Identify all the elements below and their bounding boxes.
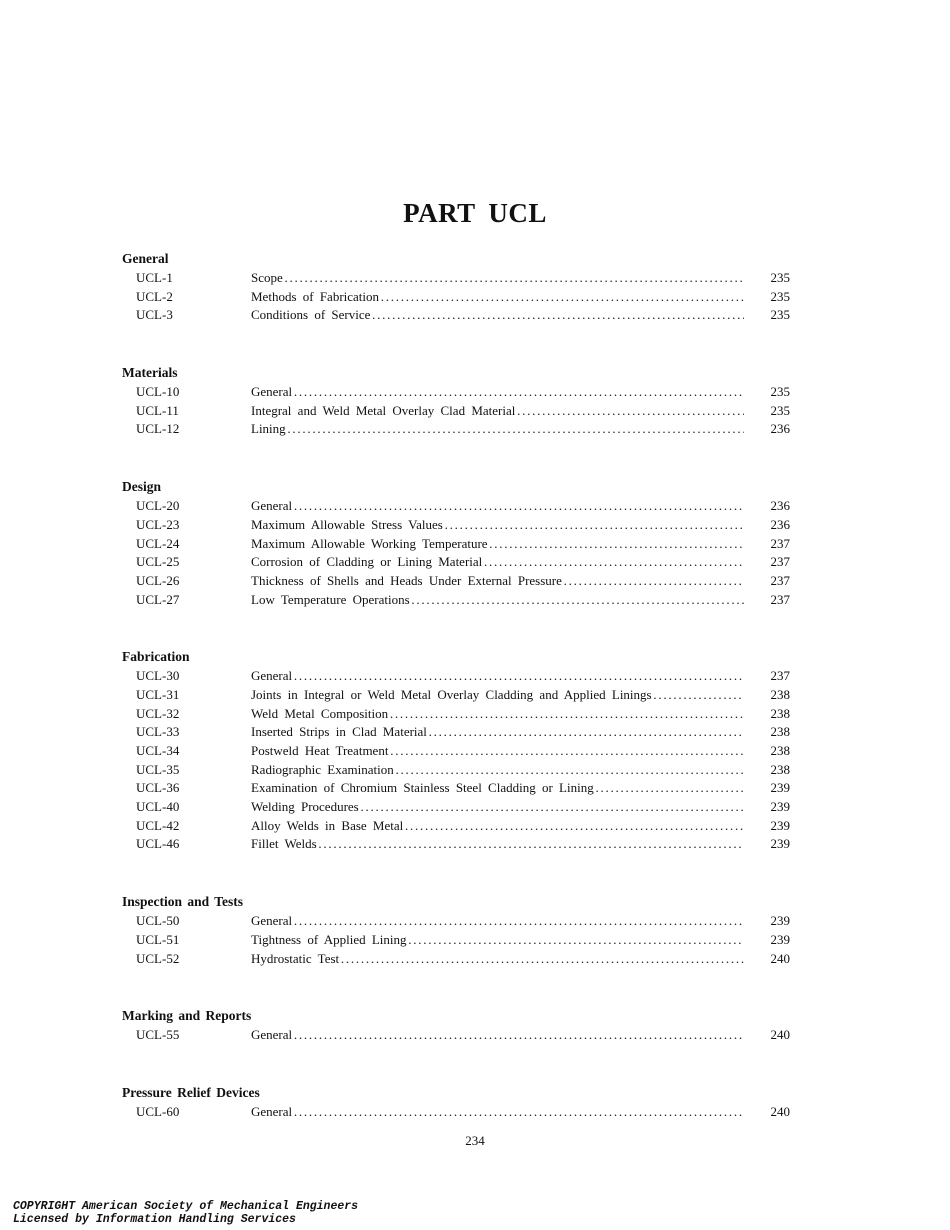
entry-title: General . . . [251,1026,744,1045]
entry-page-number: 237 [770,572,790,588]
entry-page-number: 236 [770,516,790,532]
paragraph-id: UCL-12 [136,421,180,437]
entry-title: Conditions of Service . . . [251,306,744,325]
paragraph-id: UCL-11 [136,402,179,418]
copyright-notice [13,1200,358,1226]
section-heading: Inspection and Tests [122,894,244,910]
entry-title: Alloy Welds in Base Metal . . . [251,817,744,836]
entry-page-number: 235 [770,384,790,400]
toc-entry [122,798,790,817]
paragraph-id: UCL-46 [136,836,180,852]
paragraph-id: UCL-1 [136,270,173,285]
toc-entry [122,402,790,421]
entry-title: Maximum Allowable Stress Values . . . [251,516,744,535]
paragraph-id: UCL-30 [136,668,180,684]
toc-entry [122,950,790,969]
entry-title: General . . . [251,383,744,402]
entry-title: Maximum Allowable Working Temperature . . . [251,535,744,554]
entry-page-number: 237 [770,591,790,607]
toc-entry [122,817,790,836]
paragraph-id: UCL-25 [136,554,180,570]
toc-entry [122,269,790,288]
toc-entry [122,1026,790,1045]
paragraph-id: UCL-42 [136,817,180,833]
entry-page-number: 239 [770,799,790,815]
entry-page-number: 238 [770,743,790,758]
toc-entry [122,497,790,516]
entry-page-number: 235 [770,270,790,285]
entry-page-number: 239 [770,836,790,852]
entry-page-number: 238 [770,705,790,721]
section-heading: Marking and Reports [122,1008,252,1024]
entry-title: General . . . [251,912,744,931]
entry-page-number: 235 [770,402,790,418]
toc-entry [122,705,790,724]
section-heading: Materials [122,365,178,381]
entry-title: Integral and Weld Metal Overlay Clad Material . . . [251,402,744,421]
paragraph-id: UCL-51 [136,931,180,947]
paragraph-id: UCL-40 [136,799,180,815]
toc-entry [122,553,790,572]
toc-section [122,477,790,609]
entry-title: General . . . [251,1103,744,1122]
section-heading: Design [122,479,162,495]
entry-page-number: 236 [770,498,790,514]
paragraph-id: UCL-60 [136,1103,180,1119]
paragraph-id: UCL-55 [136,1027,180,1043]
table-of-contents [122,249,790,1160]
toc-entry [122,931,790,950]
toc-entry [122,535,790,554]
entry-page-number: 240 [770,1027,790,1043]
toc-entry [122,667,790,686]
paragraph-id: UCL-52 [136,950,180,966]
paragraph-id: UCL-34 [136,743,180,758]
entry-page-number: 237 [770,668,790,684]
paragraph-id: UCL-31 [136,686,180,702]
section-heading: General [122,251,169,266]
toc-section [122,249,790,325]
entry-page-number: 240 [770,950,790,966]
entry-page-number: 239 [770,931,790,947]
entry-title: Weld Metal Composition . . . [251,705,744,724]
toc-entry [122,572,790,591]
paragraph-id: UCL-35 [136,761,180,777]
toc-entry [122,1103,790,1122]
entry-title: Radiographic Examination . . . [251,761,744,780]
section-heading: Fabrication [122,649,190,665]
entry-page-number: 238 [770,686,790,702]
toc-section [122,892,790,968]
toc-section [122,1083,790,1122]
entry-title: Lining . . . [251,420,744,439]
toc-entry [122,306,790,325]
entry-title: Fillet Welds . . . [251,835,744,854]
paragraph-id: UCL-32 [136,705,180,721]
page-title: PART UCL [403,198,547,228]
entry-title: Thickness of Shells and Heads Under External Pressure . . . [251,572,744,591]
paragraph-id: UCL-36 [136,780,180,796]
entry-title: Postweld Heat Treatment . . . [251,742,744,761]
toc-entry [122,835,790,854]
entry-title: Scope . . . [251,269,744,288]
entry-title: Joints in Integral or Weld Metal Overlay Cladding and Applied Linings . . . [251,686,744,705]
toc-section [122,363,790,439]
entry-page-number: 236 [770,421,790,437]
entry-title: Hydrostatic Test . . . [251,950,744,969]
entry-page-number: 238 [770,761,790,777]
toc-entry [122,742,790,761]
toc-entry [122,723,790,742]
entry-page-number: 239 [770,913,790,929]
entry-title: Inserted Strips in Clad Material . . . [251,723,744,742]
paragraph-id: UCL-24 [136,535,180,551]
toc-entry [122,912,790,931]
paragraph-id: UCL-2 [136,288,173,304]
entry-page-number: 235 [770,288,790,304]
entry-page-number: 239 [770,817,790,833]
paragraph-id: UCL-50 [136,913,180,929]
entry-title: Corrosion of Cladding or Lining Material . . . [251,553,744,572]
copyright-line: COPYRIGHT American Society of Mechanical Engineers [13,1200,359,1213]
toc-entry [122,686,790,705]
toc-entry [122,516,790,535]
toc-section [122,647,790,854]
toc-entry [122,591,790,610]
entry-title: Tightness of Applied Lining . . . [251,931,744,950]
entry-page-number: 238 [770,724,790,740]
entry-page-number: 240 [770,1103,790,1119]
toc-section [122,1006,790,1045]
entry-page-number: 237 [770,554,790,570]
toc-entry [122,761,790,780]
entry-title: Methods of Fabrication . . . [251,288,744,307]
entry-page-number: 239 [770,780,790,796]
paragraph-id: UCL-26 [136,572,180,588]
paragraph-id: UCL-3 [136,307,173,323]
section-heading: Pressure Relief Devices [122,1084,260,1100]
toc-entry [122,288,790,307]
page-number: 234 [465,1133,485,1148]
entry-page-number: 235 [770,307,790,323]
entry-title: General . . . [251,667,744,686]
entry-title: General . . . [251,497,744,516]
paragraph-id: UCL-27 [136,591,180,607]
entry-title: Low Temperature Operations . . . [251,591,744,610]
toc-entry [122,420,790,439]
paragraph-id: UCL-20 [136,498,180,514]
paragraph-id: UCL-33 [136,724,180,740]
paragraph-id: UCL-10 [136,384,180,400]
license-line: Licensed by Information Handling Services [13,1213,296,1226]
entry-page-number: 237 [770,535,790,551]
toc-entry [122,383,790,402]
paragraph-id: UCL-23 [136,516,180,532]
toc-entry [122,779,790,798]
entry-title: Examination of Chromium Stainless Steel Cladding or Lining . . . [251,779,744,798]
entry-title: Welding Procedures . . . [251,798,744,817]
